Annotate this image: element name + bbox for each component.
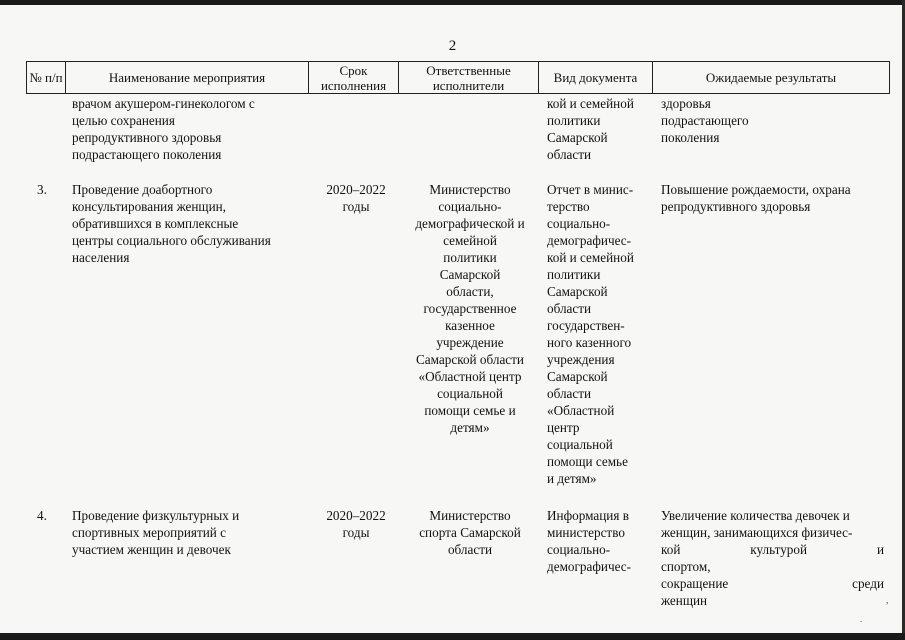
header-term-text: Срок исполнения [320, 62, 387, 93]
row-continuation-results [661, 95, 884, 146]
text-line: здоровья подрастающего [661, 96, 749, 128]
text-line: женщин, занимающихся физичес- [661, 525, 853, 540]
text-line: кой культурой и спортом, [661, 542, 884, 574]
text-line: семейной [443, 233, 497, 248]
text-line: консультирования женщин, [72, 199, 226, 214]
row-3-results [661, 181, 884, 215]
text-line: Проведение доабортного [72, 182, 213, 197]
row-3-doc [547, 181, 651, 487]
header-num [27, 62, 65, 93]
row-continuation-name [72, 95, 308, 163]
scan-speck: , [886, 595, 889, 606]
page-number: 2 [448, 38, 457, 54]
header-num-text: № п/п [29, 70, 63, 85]
row-3-number: 3. [37, 182, 47, 197]
text-line: и детям» [547, 471, 597, 486]
text-line: Увеличение количества девочек и [661, 508, 850, 523]
header-responsible-text: Ответственные исполнители [426, 62, 511, 93]
header-results-text: Ожидаемые результаты [705, 70, 837, 85]
text-line: социально- [547, 542, 611, 557]
text-line: терство [547, 199, 590, 214]
text-line: области [447, 542, 493, 557]
text-line: демографичес- [547, 233, 632, 248]
text-line: спорта Самарской [419, 525, 521, 540]
text-line: «Областной центр [418, 369, 522, 384]
text-line: годы [342, 199, 370, 214]
header-responsible [399, 62, 538, 93]
text-line: ного казенного [547, 335, 632, 350]
text-line: Самарской области [416, 352, 524, 367]
text-line: области [547, 147, 592, 162]
header-term [309, 62, 398, 93]
header-results [653, 62, 889, 93]
text-line: поколения [661, 130, 720, 145]
text-line: Министерство [429, 182, 511, 197]
row-3-term [311, 181, 401, 215]
text-line: государственное [423, 301, 517, 316]
text-line: министерство [547, 525, 625, 540]
text-line: социальной [547, 437, 613, 452]
header-name [66, 62, 308, 93]
text-line: политики [547, 267, 601, 282]
row-4-results [661, 507, 884, 609]
text-line: области, [446, 284, 494, 299]
text-line: учреждение [436, 335, 504, 350]
text-line: 2020–2022 [326, 508, 386, 523]
header-bottom-border [26, 93, 890, 94]
header-doc-text: Вид документа [553, 70, 638, 85]
text-line: Повышение рождаемости, охрана [661, 182, 851, 197]
text-line: подрастающего поколения [72, 147, 222, 162]
text-line: социальной [437, 386, 503, 401]
row-4-doc [547, 507, 651, 575]
text-line: центр [547, 420, 580, 435]
header-doc [539, 62, 652, 93]
text-line: Самарской [547, 284, 608, 299]
text-line: кой и семейной [547, 96, 634, 111]
text-line: социально- [547, 216, 611, 231]
text-line: спортивных мероприятий с [72, 525, 226, 540]
text-line: Министерство [429, 508, 511, 523]
text-line: демографичес- [547, 559, 632, 574]
text-line: Проведение физкультурных и [72, 508, 240, 523]
text-line: области [547, 301, 592, 316]
text-line: социально- [438, 199, 502, 214]
scan-speck: . [860, 614, 863, 624]
text-line: Отчет в минис- [547, 182, 634, 197]
text-line: государствен- [547, 318, 625, 333]
text-line: помощи семье и [424, 403, 516, 418]
text-line: центры социального обслуживания [72, 233, 271, 248]
row-3-responsible [404, 181, 536, 436]
text-line: целью сохранения [72, 113, 175, 128]
row-4-number: 4. [37, 508, 47, 523]
text-line: «Областной [547, 403, 615, 418]
text-line: Самарской [439, 267, 501, 282]
text-line: политики [443, 250, 497, 265]
row-3-name [72, 181, 308, 266]
text-line: репродуктивного здоровья [661, 199, 811, 214]
page-bottom-edge [0, 633, 905, 640]
header-name-text: Наименование мероприятия [108, 70, 266, 85]
text-line: области [547, 386, 592, 401]
text-line: Самарской [547, 369, 608, 384]
row-4-responsible [404, 507, 536, 558]
text-line: Информация в [547, 508, 629, 523]
text-line: учреждения [547, 352, 615, 367]
page-top-edge [0, 0, 905, 5]
text-line: 2020–2022 [326, 182, 386, 197]
row-continuation-doc [547, 95, 651, 163]
row-4-name [72, 507, 308, 558]
text-line: врачом акушером-гинекологом с [72, 96, 255, 111]
text-line: демографической и [415, 216, 525, 231]
text-line: населения [72, 250, 130, 265]
text-line: кой и семейной [547, 250, 634, 265]
text-line: репродуктивного здоровья [72, 130, 222, 145]
text-line: годы [342, 525, 370, 540]
text-line: помощи семье [547, 454, 628, 469]
text-line: Самарской [547, 130, 608, 145]
text-line: сокращение среди женщин [661, 576, 884, 608]
text-line: казенное [445, 318, 495, 333]
text-line: политики [547, 113, 601, 128]
column-divider [889, 61, 890, 94]
text-line: детям» [450, 420, 490, 435]
text-line: участием женщин и девочек [72, 542, 231, 557]
row-4-term [311, 507, 401, 541]
text-line: обратившихся в комплексные [72, 216, 239, 231]
